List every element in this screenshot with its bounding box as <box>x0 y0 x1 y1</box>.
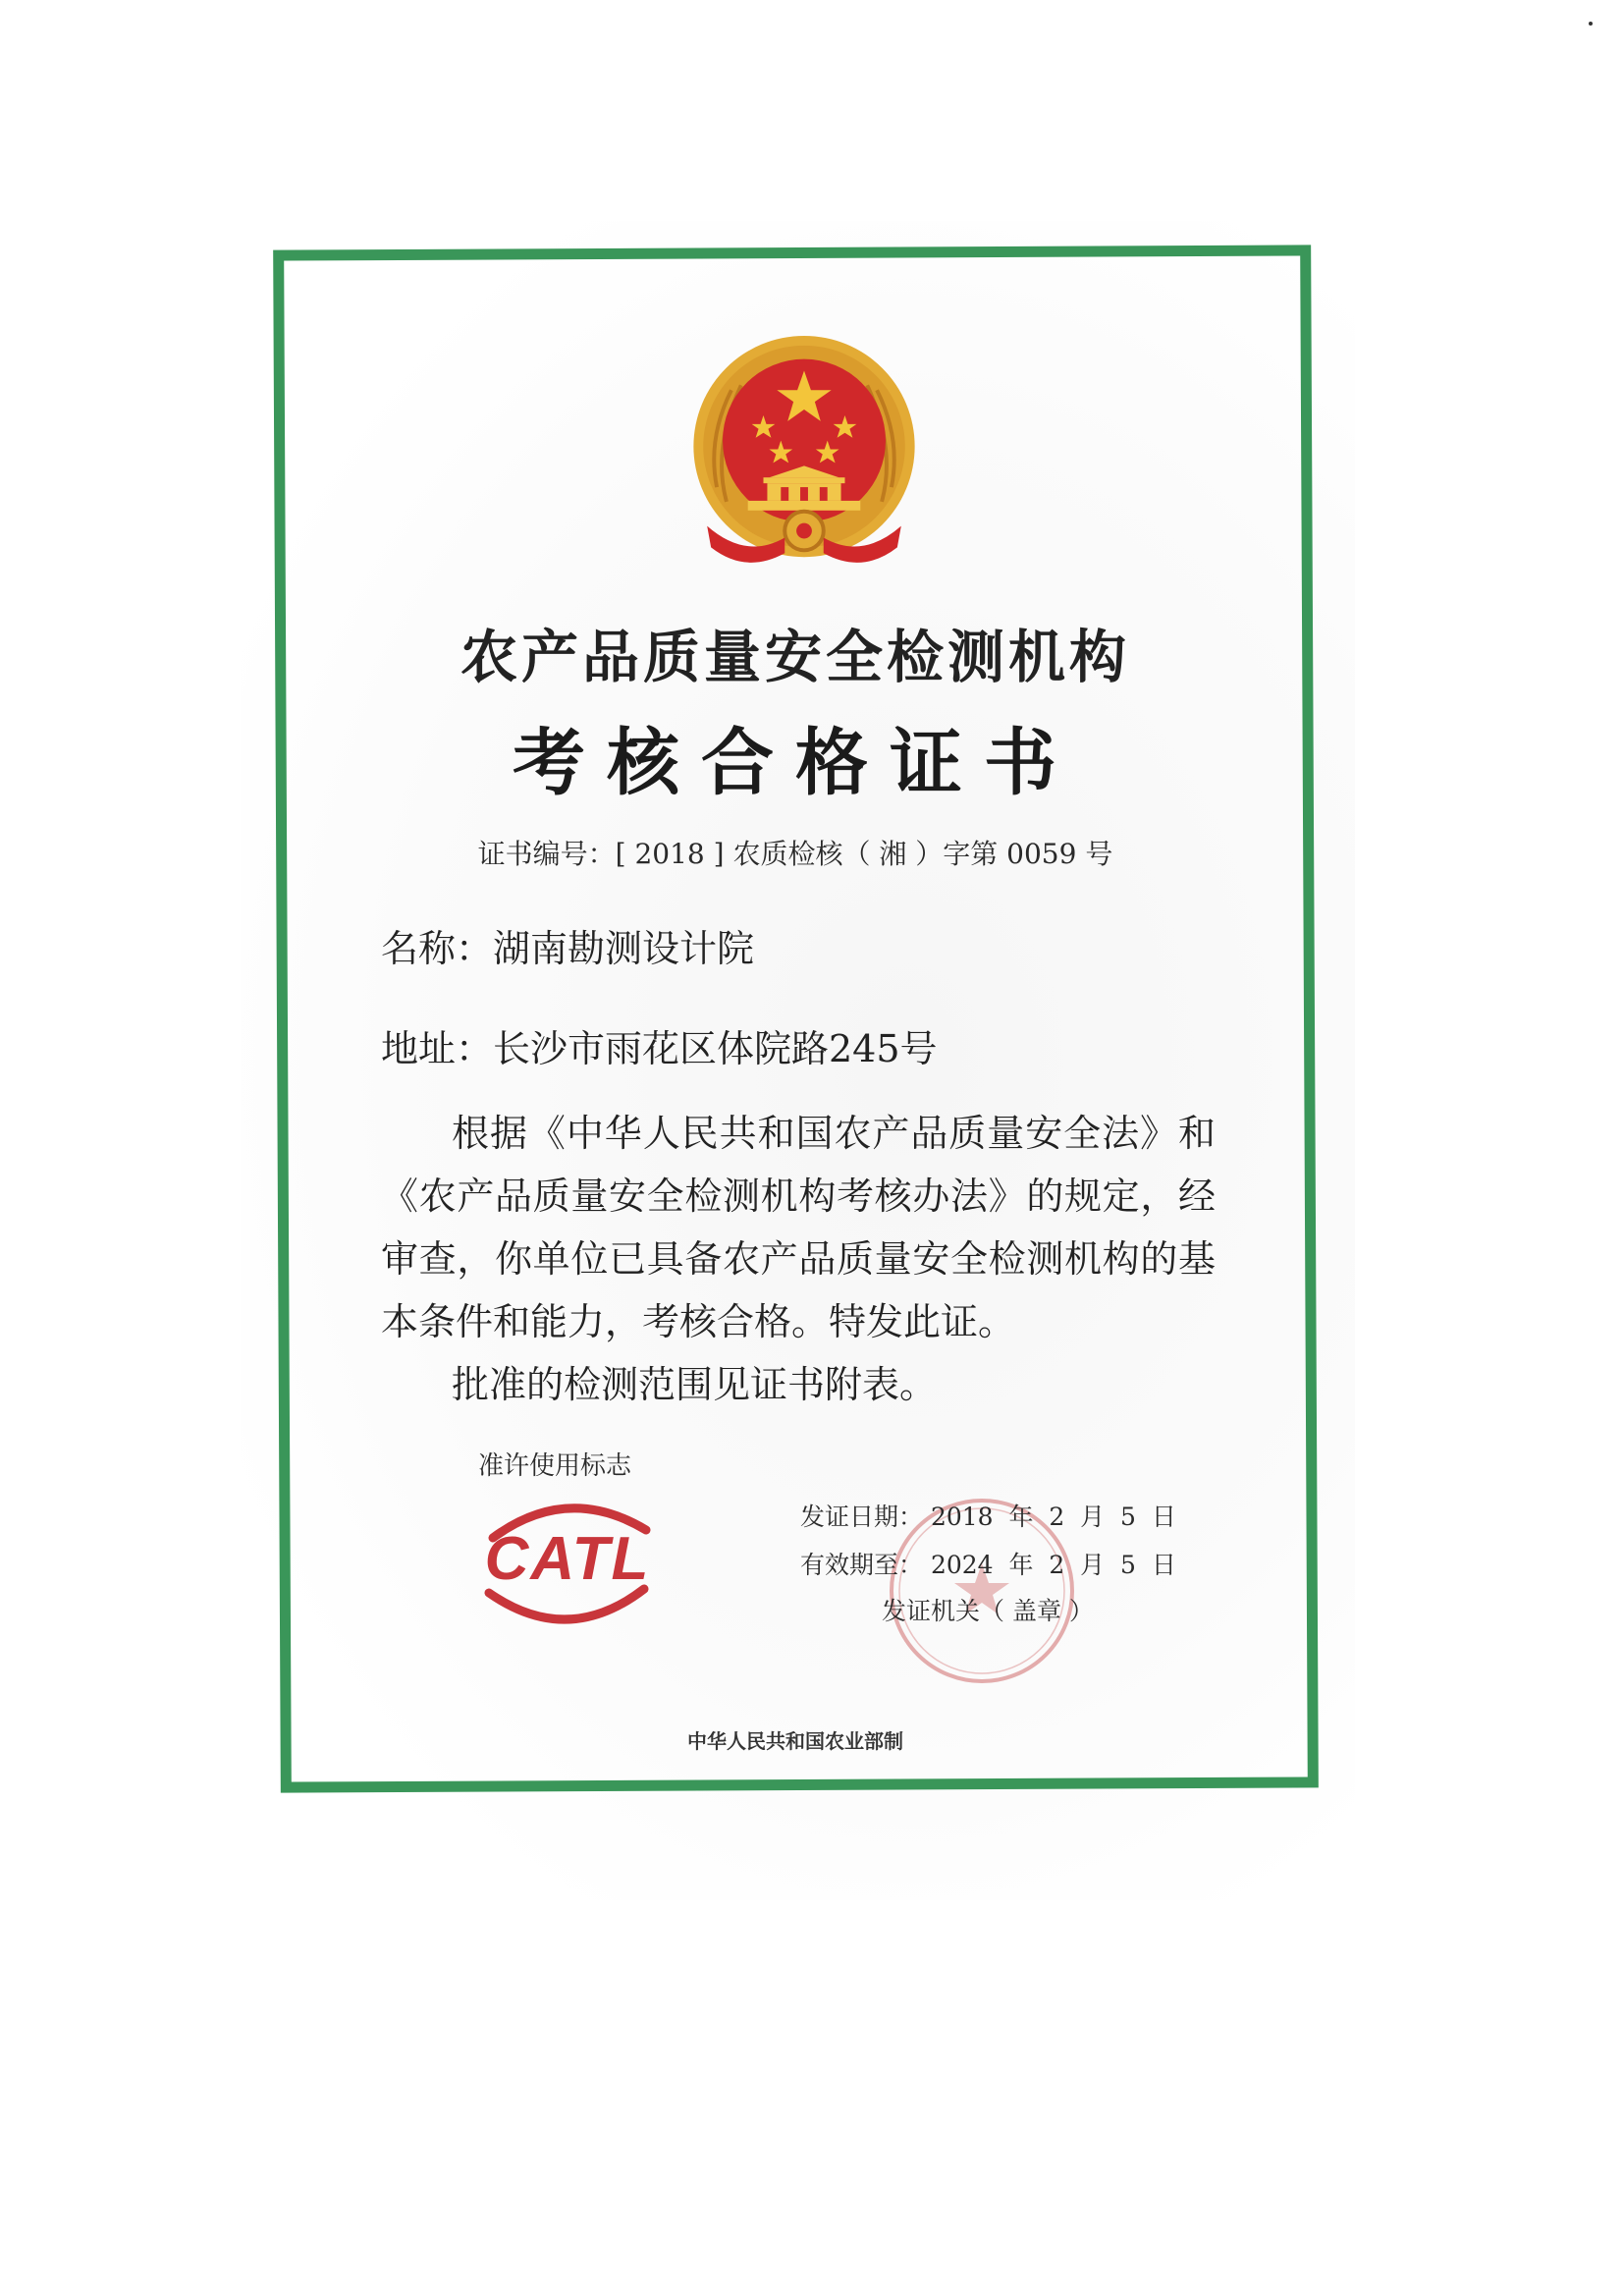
title-line-1: 农产品质量安全检测机构 <box>460 624 1130 690</box>
certificate-number: 证书编号：[ 2018 ] 农质检核（ 湘 ）字第 0059 号 <box>477 838 1113 870</box>
valid-until-date: 有效期至： 2024 年 2 月 5 日 <box>800 1551 1176 1579</box>
certificate-title: 考核合格证书 <box>513 721 1078 805</box>
organization-name: 名称：湖南勘测设计院 <box>381 927 755 970</box>
body-paragraph-1: 根据《中华人民共和国农产品质量安全法》和《农产品质量安全检测机构考核办法》的规定，经审查，你单位已具备农产品质量安全检测机构的基本条件和能力，考核合格。特发此证。 <box>381 1112 1216 1343</box>
issue-date: 发证日期： 2018 年 2 月 5 日 <box>800 1503 1176 1531</box>
scan-speck <box>1589 22 1593 26</box>
body-paragraph-2: 批准的检测范围见证书附表。 <box>452 1363 938 1406</box>
mark-caption: 准许使用标志 <box>478 1451 632 1481</box>
organization-address: 地址：长沙市雨花区体院路245号 <box>381 1027 938 1070</box>
issuing-authority: 发证机关（ 盖章 ） <box>882 1597 1094 1625</box>
catl-logo-text: CATL <box>484 1525 651 1593</box>
issuer-footer: 中华人民共和国农业部制 <box>687 1729 903 1753</box>
certificate-body <box>381 1102 1216 1416</box>
catl-logo-icon <box>454 1491 681 1630</box>
national-emblem-icon <box>687 332 921 574</box>
